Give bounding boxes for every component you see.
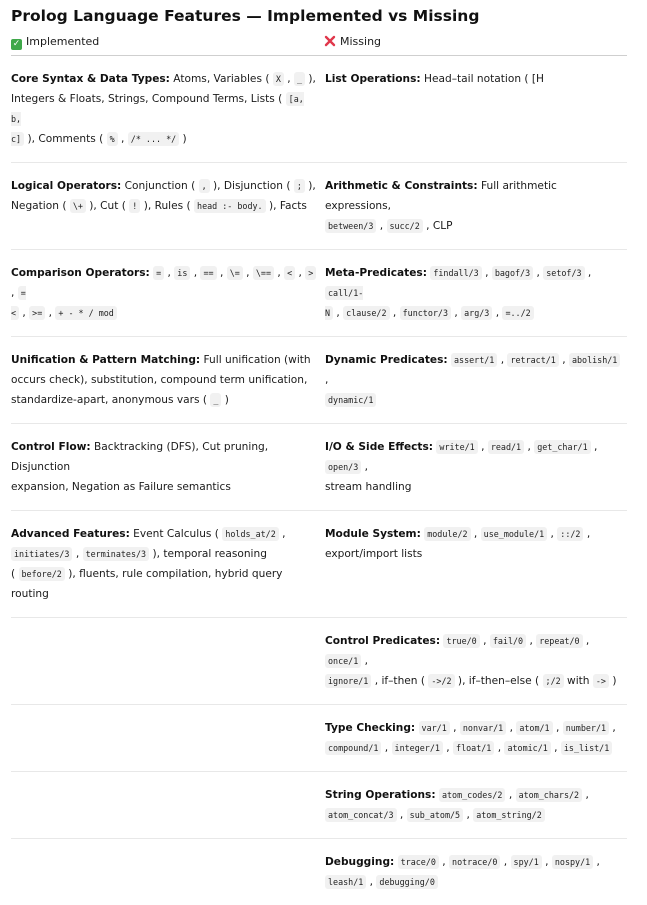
code-snippet: leash/1 (325, 875, 366, 889)
table-row (11, 705, 627, 772)
code-snippet: abolish/1 (569, 353, 620, 367)
code-snippet: nonvar/1 (460, 721, 506, 735)
feature-heading: Control Predicates: (325, 635, 440, 647)
implemented-cell: Core Syntax & Data Types: Atoms, Variables ( X , _ ), Integers & Floats, Strings, Compound Terms, Lists ( [a, b, c] ), Comments ( % , /* ... */ ) (11, 56, 324, 163)
code-snippet: \== (253, 266, 274, 280)
missing-cell: Meta-Predicates: findall/3 , bagof/3 , setof/3 , call/1- N , clause/2 , functor/3 , arg/3 , =../2 (324, 250, 627, 337)
feature-heading: Type Checking: (325, 722, 415, 734)
code-snippet: once/1 (325, 654, 361, 668)
code-snippet: == (200, 266, 216, 280)
code-snippet: is (174, 266, 190, 280)
code-snippet: number/1 (563, 721, 609, 735)
code-snippet: dynamic/1 (325, 393, 376, 407)
header-missing-label: Missing (340, 35, 381, 48)
table-row (11, 511, 627, 618)
code-snippet: write/1 (436, 440, 477, 454)
code-snippet: atom/1 (516, 721, 552, 735)
missing-cell: Dynamic Predicates: assert/1 , retract/1 , abolish/1 , dynamic/1 (324, 337, 627, 424)
implemented-cell: Advanced Features: Event Calculus ( holds_at/2 , initiates/3 , terminates/3 ), temporal reasoning ( before/2 ), fluents, rule compilation, hybrid query routing (11, 511, 324, 618)
missing-cell: Debugging: trace/0 , notrace/0 , spy/1 , nospy/1 , leash/1 , debugging/0 (324, 839, 627, 905)
code-snippet: read/1 (488, 440, 524, 454)
code-snippet: , (199, 179, 210, 193)
feature-heading: Debugging: (325, 856, 394, 868)
code-snippet: atom_codes/2 (439, 788, 506, 802)
code-snippet: atomic/1 (504, 741, 550, 755)
code-snippet: X (273, 72, 284, 86)
page-title: Prolog Language Features — Implemented vs Missing (11, 6, 633, 26)
code-snippet: open/3 (325, 460, 361, 474)
code-snippet: trace/0 (398, 855, 439, 869)
code-snippet: = (153, 266, 164, 280)
missing-cell: String Operations: atom_codes/2 , atom_chars/2 , atom_concat/3 , sub_atom/5 , atom_string/2 (324, 772, 627, 839)
code-snippet: between/3 (325, 219, 376, 233)
implemented-cell: Logical Operators: Conjunction ( , ), Disjunction ( ; ), Negation ( \+ ), Cut ( ! ), Rules ( head :- body. ), Facts (11, 163, 324, 250)
table-row (11, 56, 627, 163)
code-snippet: =../2 (502, 306, 533, 320)
code-snippet: + - * / mod (55, 306, 116, 320)
table-row (11, 163, 627, 250)
code-snippet: \= (227, 266, 243, 280)
code-snippet: fail/0 (490, 634, 526, 648)
code-snippet: = < (11, 286, 26, 320)
code-snippet: use_module/1 (481, 527, 548, 541)
check-icon: ✓ (11, 39, 22, 50)
code-snippet: atom_chars/2 (516, 788, 583, 802)
table-row (11, 618, 627, 705)
code-snippet: assert/1 (451, 353, 497, 367)
feature-heading: Logical Operators: (11, 180, 121, 192)
table-row (11, 772, 627, 839)
code-snippet: [a, b, c] (11, 92, 304, 146)
code-snippet: var/1 (419, 721, 450, 735)
feature-heading: Dynamic Predicates: (325, 354, 448, 366)
feature-heading: Control Flow: (11, 441, 91, 453)
code-snippet: _ (294, 72, 305, 86)
feature-heading: Core Syntax & Data Types: (11, 73, 170, 85)
feature-table (11, 34, 627, 905)
code-snippet: call/1- N (325, 286, 363, 320)
feature-heading: Meta-Predicates: (325, 267, 427, 279)
code-snippet: functor/3 (400, 306, 451, 320)
missing-cell: Arithmetic & Constraints: Full arithmetic expressions, between/3 , succ/2 , CLP (324, 163, 627, 250)
code-snippet: % (107, 132, 118, 146)
implemented-cell: Control Flow: Backtracking (DFS), Cut pruning, Disjunction expansion, Negation as Failure semantics (11, 424, 324, 511)
header-implemented-label: Implemented (26, 35, 99, 48)
code-snippet: >= (29, 306, 45, 320)
code-snippet: setof/3 (543, 266, 584, 280)
code-snippet: terminates/3 (83, 547, 150, 561)
code-snippet: float/1 (453, 741, 494, 755)
table-header-row (11, 34, 627, 56)
code-snippet: retract/1 (507, 353, 558, 367)
implemented-cell (11, 705, 324, 772)
code-snippet: /* ... */ (128, 132, 179, 146)
code-snippet: debugging/0 (376, 875, 437, 889)
code-snippet: _ (210, 393, 221, 407)
implemented-cell (11, 839, 324, 905)
code-snippet: repeat/0 (536, 634, 582, 648)
code-snippet: > (305, 266, 316, 280)
feature-heading: Unification & Pattern Matching: (11, 354, 200, 366)
code-snippet: ::/2 (557, 527, 583, 541)
code-snippet: sub_atom/5 (407, 808, 463, 822)
feature-heading: Advanced Features: (11, 528, 130, 540)
missing-cell: Module System: module/2 , use_module/1 , ::/2 , export/import lists (324, 511, 627, 618)
code-snippet: module/2 (424, 527, 470, 541)
code-snippet: succ/2 (387, 219, 423, 233)
table-row (11, 337, 627, 424)
code-snippet: < (284, 266, 295, 280)
code-snippet: holds_at/2 (222, 527, 278, 541)
header-missing (324, 34, 627, 56)
table-row (11, 250, 627, 337)
feature-heading: Comparison Operators: (11, 267, 150, 279)
table-row (11, 839, 627, 905)
missing-cell: List Operations: Head–tail notation ( [H (324, 56, 627, 163)
implemented-cell (11, 772, 324, 839)
code-snippet: ! (129, 199, 140, 213)
feature-heading: Arithmetic & Constraints: (325, 180, 478, 192)
code-snippet: nospy/1 (552, 855, 593, 869)
feature-heading: Module System: (325, 528, 421, 540)
code-snippet: findall/3 (430, 266, 481, 280)
code-snippet: ;/2 (543, 674, 564, 688)
header-implemented (11, 34, 324, 56)
code-snippet: -> (593, 674, 609, 688)
code-snippet: is_list/1 (561, 741, 612, 755)
table-row (11, 424, 627, 511)
missing-cell: Type Checking: var/1 , nonvar/1 , atom/1 , number/1 , compound/1 , integer/1 , float/1 , atomic/1 , is_list/1 (324, 705, 627, 772)
feature-heading: String Operations: (325, 789, 436, 801)
code-snippet: \+ (70, 199, 86, 213)
code-snippet: spy/1 (511, 855, 542, 869)
missing-cell: Control Predicates: true/0 , fail/0 , repeat/0 , once/1 , ignore/1 , if–then ( ->/2 ), if–then–else ( ;/2 with -> ) (324, 618, 627, 705)
code-snippet: ignore/1 (325, 674, 371, 688)
code-snippet: integer/1 (392, 741, 443, 755)
code-snippet: true/0 (443, 634, 479, 648)
code-snippet: clause/2 (343, 306, 389, 320)
missing-cell: I/O & Side Effects: write/1 , read/1 , get_char/1 , open/3 , stream handling (324, 424, 627, 511)
code-snippet: notrace/0 (449, 855, 500, 869)
code-snippet: atom_string/2 (473, 808, 545, 822)
code-snippet: head :- body. (194, 199, 266, 213)
implemented-cell: Comparison Operators: = , is , == , \= , \== , < , > , = < , >= , + - * / mod (11, 250, 324, 337)
code-snippet: arg/3 (461, 306, 492, 320)
code-snippet: initiates/3 (11, 547, 72, 561)
code-snippet: bagof/3 (492, 266, 533, 280)
implemented-cell: Unification & Pattern Matching: Full unification (with occurs check), substitution, compound term unification, standardize-apart, anonymous vars ( _ ) (11, 337, 324, 424)
feature-heading: I/O & Side Effects: (325, 441, 433, 453)
code-snippet: before/2 (19, 567, 65, 581)
cross-icon (324, 35, 336, 47)
code-snippet: ->/2 (428, 674, 454, 688)
code-snippet: get_char/1 (534, 440, 590, 454)
feature-heading: List Operations: (325, 73, 421, 85)
implemented-cell (11, 618, 324, 705)
code-snippet: ; (294, 179, 305, 193)
code-snippet: compound/1 (325, 741, 381, 755)
code-snippet: atom_concat/3 (325, 808, 397, 822)
